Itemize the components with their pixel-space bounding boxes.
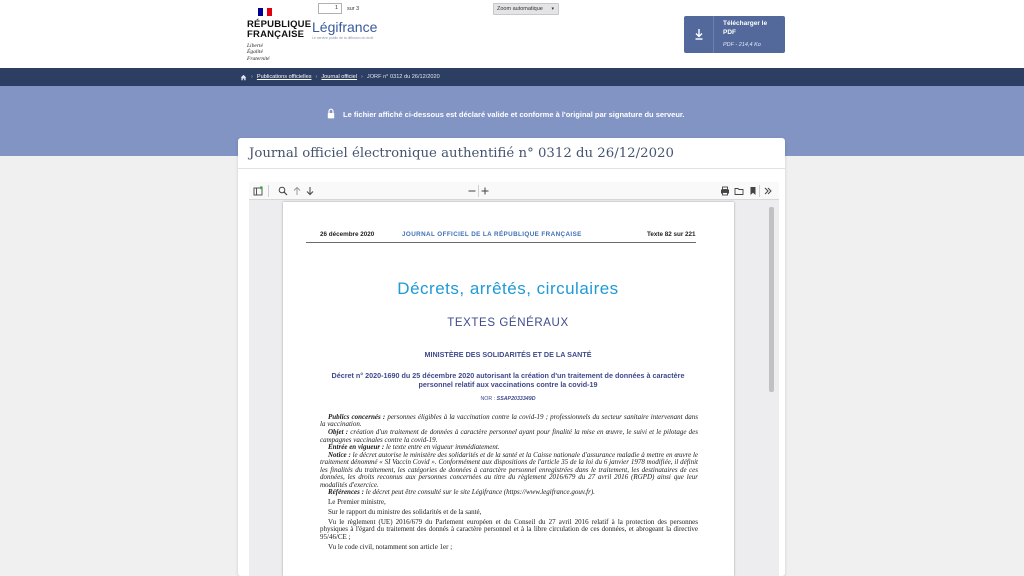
zoom-out-icon[interactable]	[467, 186, 477, 196]
breadcrumb-journal-officiel[interactable]: Journal officiel	[321, 74, 358, 80]
document-page-number: Texte 82 sur 221	[647, 231, 696, 238]
brand-tagline: Le service public de la diffusion du droit	[312, 36, 374, 40]
zoom-select[interactable]	[493, 3, 559, 15]
download-separator	[713, 16, 714, 53]
download-icon	[692, 25, 706, 43]
validity-message: Le fichier affiché ci-dessous est déclaré valide et conforme à l'original par signature du serveur.	[343, 110, 685, 119]
scrollbar-thumb[interactable]	[769, 207, 774, 392]
lock-icon	[327, 108, 335, 119]
summary-paragraph: Notice : le décret autorise le ministère des solidarités et de la santé et la Caisse nationale d'assurance maladie à mettre en œuvre le traitement dénommé « SI Vaccin Covid ». Conformément aux dispositions de l'article 35 de la loi du 6 janvier 1978 modifiée, il définit les finalités du traitement, les catégories de données à caractère personnel enregistrées dans le traitement, les destinataires de ces données, les droits reconnus aux personnes concernées au titre du règlement 2016/679 du 27 avril 2016 (RGPD) ainsi que leur modalités d'exercice.	[320, 450, 699, 489]
next-page-icon[interactable]	[305, 186, 315, 196]
republic-line2: FRANÇAISE	[247, 29, 305, 40]
tools-menu-icon[interactable]	[763, 186, 773, 196]
breadcrumb-separator: ›	[251, 74, 253, 80]
summary-paragraph: Objet : création d'un traitement de données à caractère personnel ayant pour finalité la mise en œuvre, le suivi et le pilotage des campagnes vaccinales contre la covid-19.	[320, 428, 699, 444]
french-flag-logo	[258, 8, 272, 16]
pdf-toolbar	[249, 182, 779, 200]
nor-label: NOR :	[480, 396, 496, 402]
republique-francaise-logo[interactable]	[247, 20, 311, 40]
download-file-size: PDF - 214,4 Ko	[723, 42, 761, 48]
breadcrumb-separator: ›	[315, 74, 318, 80]
body-paragraph: Vu le code civil, notamment son article 1er ;	[328, 542, 453, 551]
save-icon[interactable]	[734, 186, 744, 196]
summary-paragraph: Publics concernés : personnes éligibles à la vaccination contre la covid-19 ; professionnels du secteur sanitaire intervenant dans la vaccination.	[320, 413, 698, 429]
document-decree-title: Décret n° 2020-1690 du 25 décembre 2020 autorisant la création d'un traitement de données à caractère personnel relatif aux vaccinations contre la covid-19	[331, 371, 685, 389]
summary-paragraph: Références : le décret peut être consulté sur le site Légifrance (https://www.legifrance.gouv.fr).	[328, 488, 595, 497]
body-paragraph: Sur le rapport du ministre des solidarités et de la santé,	[328, 508, 482, 517]
document-header-rule	[306, 242, 696, 243]
page-title: Journal officiel électronique authentifié n° 0312 du 26/12/2020	[249, 146, 674, 161]
body-paragraph: Le Premier ministre,	[328, 498, 386, 507]
document-section-title: Décrets, arrêtés, circulaires	[397, 279, 619, 298]
download-pdf-button[interactable]	[684, 16, 785, 53]
legifrance-brand[interactable]: Légifrance	[312, 19, 378, 35]
breadcrumb-publications[interactable]: Publications officielles	[256, 74, 312, 80]
document-subsection-title: TEXTES GÉNÉRAUX	[447, 317, 569, 329]
chevron-down-icon: ▾	[551, 6, 554, 12]
home-icon[interactable]	[240, 74, 247, 81]
document-journal-name: JOURNAL OFFICIEL DE LA RÉPUBLIQUE FRANÇAISE	[402, 231, 582, 238]
breadcrumb-current: JORF n° 0312 du 26/12/2020	[366, 74, 440, 80]
breadcrumb-bar	[0, 68, 1024, 86]
page-count: sur 3	[347, 6, 360, 12]
download-label: Télécharger le PDF	[723, 20, 768, 36]
page-number-input[interactable]: 1	[318, 3, 342, 14]
previous-page-icon[interactable]	[292, 186, 302, 196]
republic-motto: Liberté Égalité Fraternité	[247, 43, 270, 62]
document-ministry: MINISTÈRE DES SOLIDARITÉS ET DE LA SANTÉ	[424, 350, 592, 359]
zoom-value: Zoom automatique	[497, 6, 543, 12]
nor-value: SSAP2033349D	[496, 396, 536, 402]
document-body	[320, 414, 698, 551]
print-icon[interactable]	[720, 186, 730, 196]
toolbar-divider	[759, 185, 760, 197]
summary-paragraph: Entrée en vigueur : le texte entre en vigueur immédiatement.	[328, 443, 500, 452]
search-icon[interactable]	[278, 186, 288, 196]
card-divider	[238, 168, 785, 169]
breadcrumb	[240, 73, 440, 81]
breadcrumb-separator: ›	[361, 74, 363, 80]
body-paragraph: Vu le règlement (UE) 2016/679 du Parlement européen et du Conseil du 27 avril 2016 relatif à la protection des personnes physiques à l'égard du traitement des donnés à caractère personnel et à la libre circulation de ces données, et abrogeant la directive 95/46/CE ;	[320, 517, 698, 541]
republic-line1: RÉPUBLIQUE	[247, 19, 312, 30]
toolbar-divider	[478, 185, 479, 197]
document-date: 26 décembre 2020	[320, 231, 375, 238]
bookmark-icon[interactable]	[748, 186, 758, 196]
toolbar-divider	[268, 185, 269, 197]
sidebar-toggle-icon[interactable]	[253, 186, 263, 196]
document-nor	[306, 396, 710, 402]
zoom-in-icon[interactable]	[480, 186, 490, 196]
